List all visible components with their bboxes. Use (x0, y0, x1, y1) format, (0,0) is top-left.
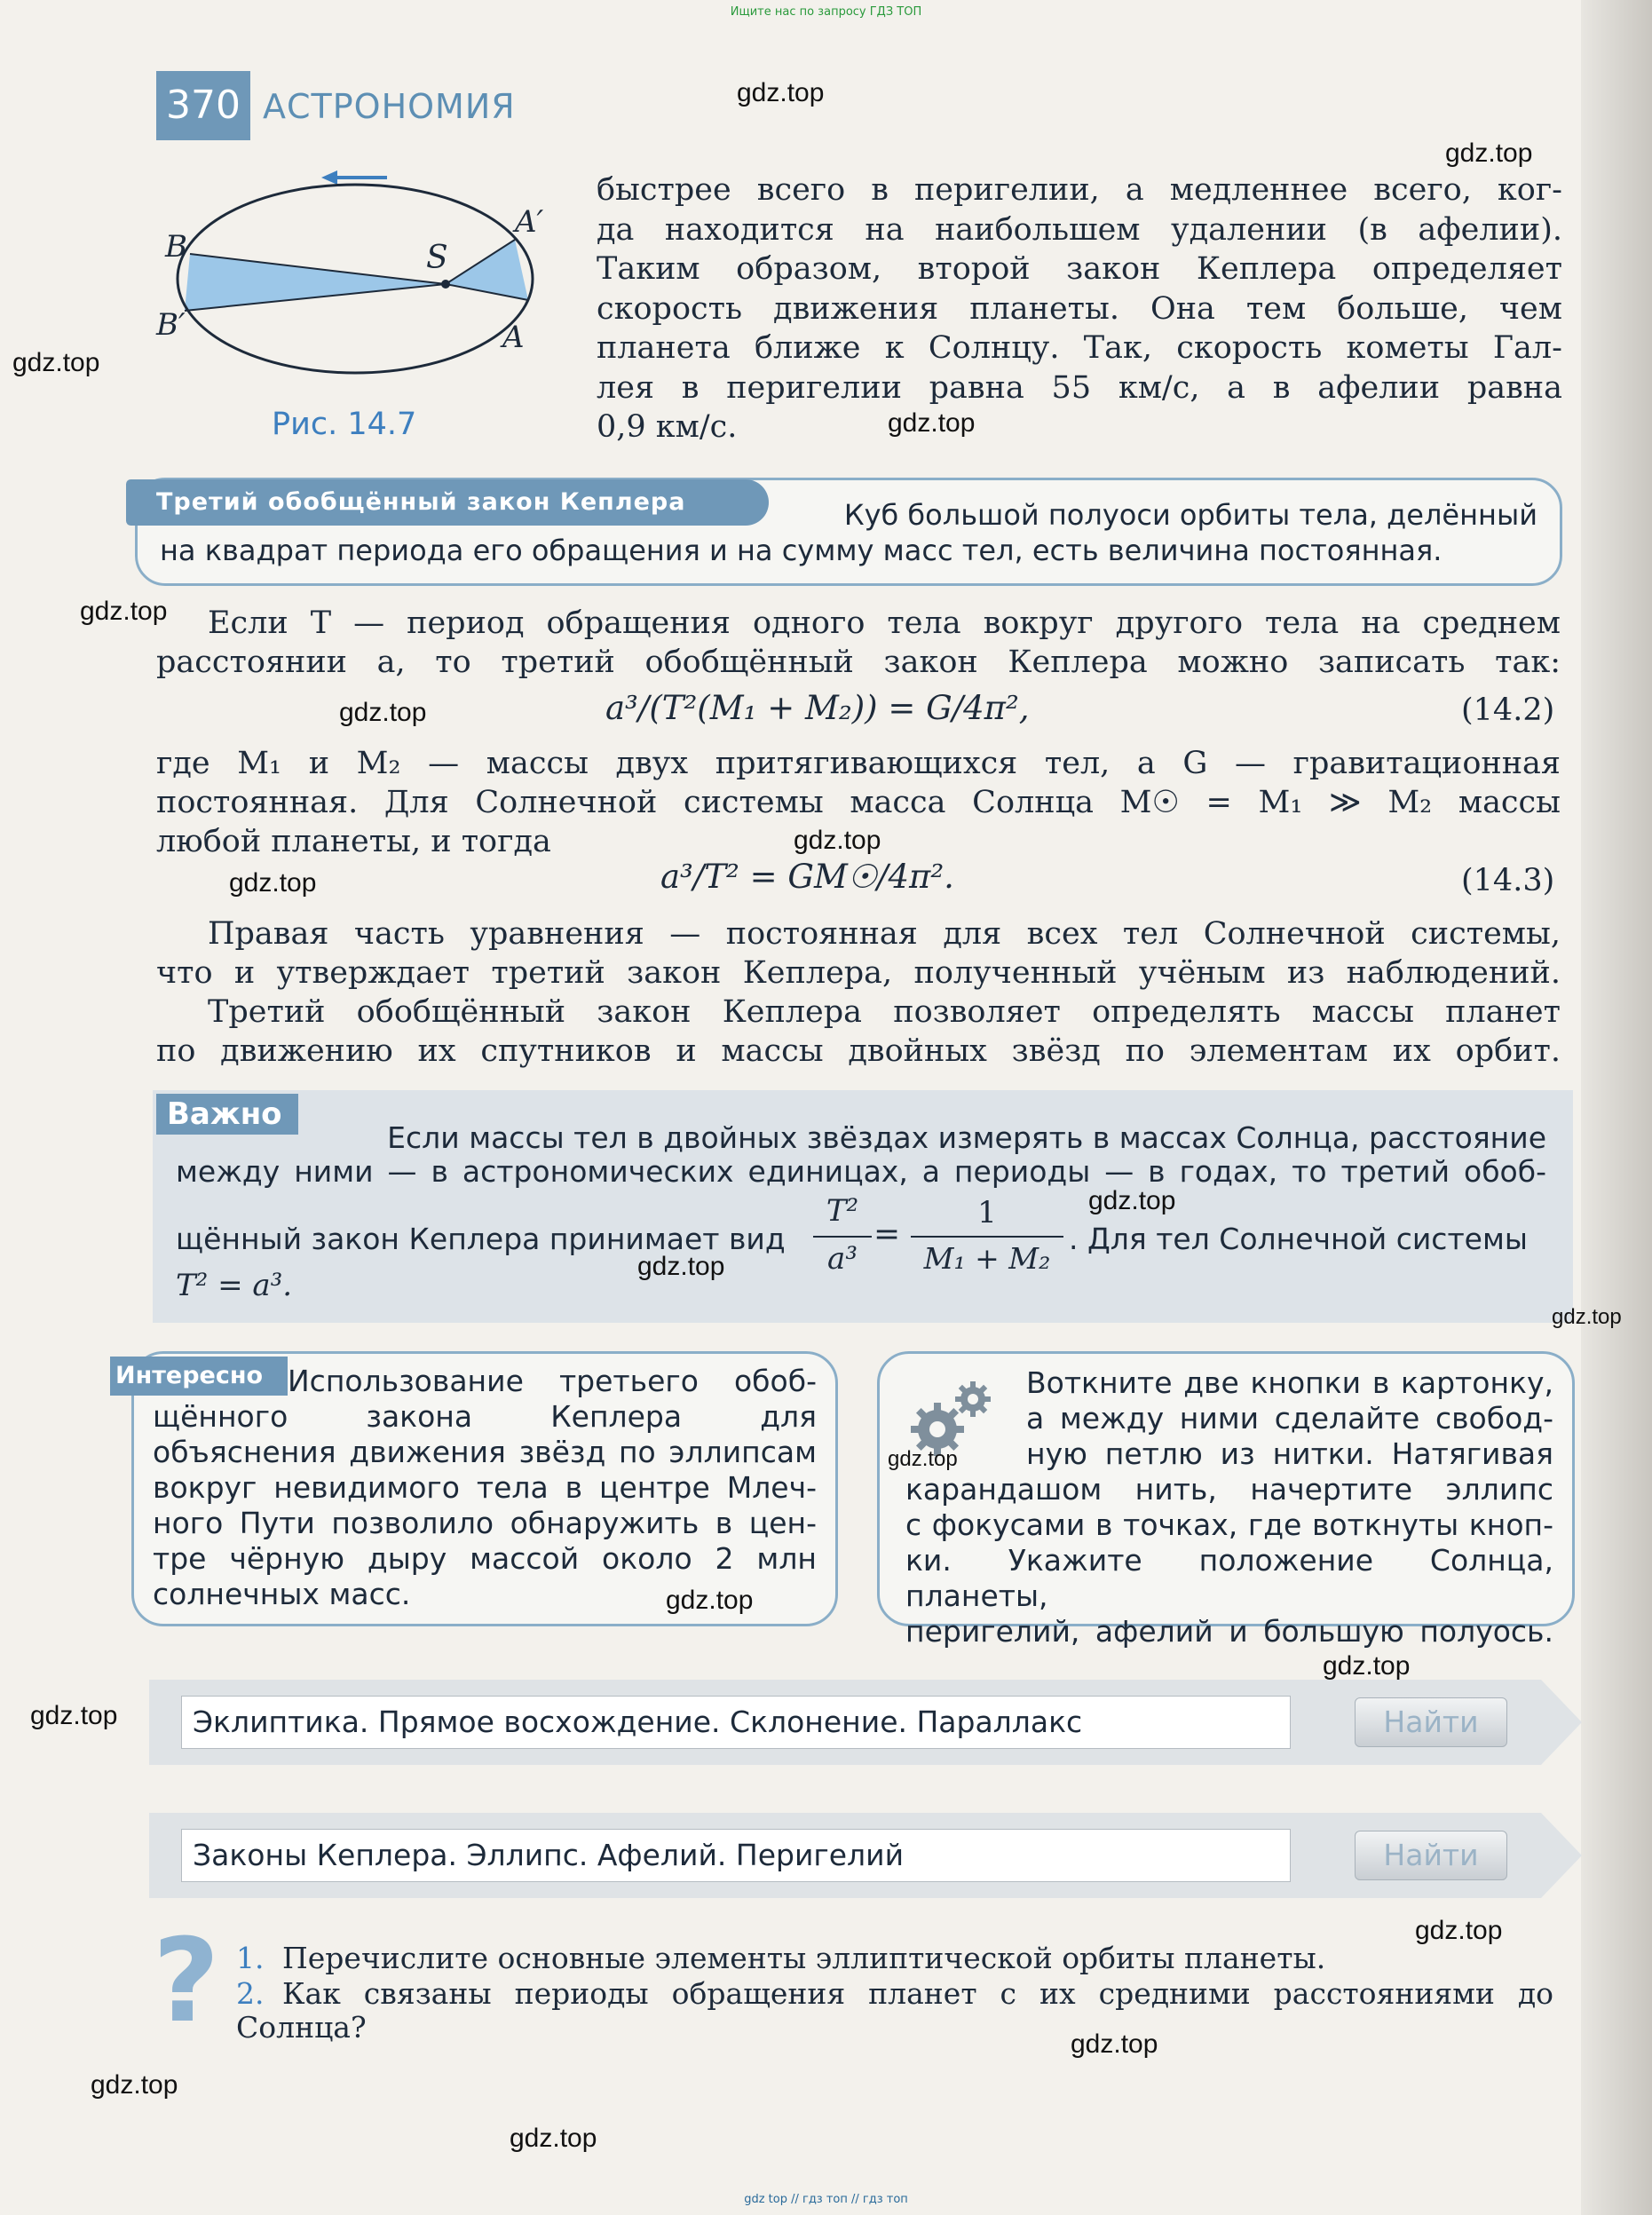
body-p3-line1: Правая часть уравнения — постоянная для всех тел Солнечной системы, (208, 916, 1561, 952)
text-line: объяснения движения звёзд по эллипсам (153, 1435, 817, 1469)
text-line: Использование третьего обоб- (288, 1364, 817, 1398)
text-line: солнечных масс. (153, 1577, 411, 1611)
watermark: gdz.top (339, 698, 427, 727)
page-number: 370 (156, 71, 250, 140)
important-tag: Важно (156, 1094, 298, 1135)
body-p1-line1: Если T — период обращения одного тела вокруг другого тела на среднем (208, 605, 1561, 641)
question-1-number: 1. (236, 1941, 265, 1975)
body-p2-line3: любой планеты, и тогда (156, 824, 551, 859)
body-p2-line2: постоянная. Для Солнечной системы масса Солнца M☉ = M₁ ≫ M₂ массы (156, 785, 1561, 820)
frac2-bar (911, 1236, 1063, 1238)
watermark: gdz.top (229, 868, 317, 898)
question-1-text: Перечислите основные элементы эллиптической орбиты планеты. (282, 1941, 1326, 1975)
text-line: щённого закона Кеплера для (153, 1399, 817, 1434)
frac1-bar (813, 1236, 872, 1238)
watermark: gdz.top (1323, 1651, 1411, 1681)
body-p3-line2: что и утверждает третий закон Кеплера, полученный учёным из наблюдений. (156, 955, 1561, 991)
watermark: gdz.top (637, 1252, 725, 1281)
text-line: а между ними сделайте свобод- (1026, 1401, 1553, 1436)
text-line: да находится на наибольшем удалении (в афелии). (597, 211, 1562, 248)
watermark: gdz.top (794, 826, 881, 855)
watermark: gdz.top (1445, 138, 1533, 168)
watermark: gdz.top (80, 597, 168, 626)
important-line4: T² = a³. (176, 1268, 293, 1303)
direction-arrow-head (321, 170, 337, 185)
watermark: gdz.top (888, 408, 976, 438)
text-line: ную петлю из нитки. Натягивая (1026, 1436, 1553, 1471)
body-p2-line1: где M₁ и M₂ — массы двух притягивающихся тел, а G — гравитационная (156, 746, 1561, 781)
text-line: перигелий, афелий и большую полуось. (905, 1614, 1553, 1649)
law-text-line2: на квадрат периода его обращения и на сумму масс тел, есть величина постоянная. (160, 534, 1443, 567)
swept-area-left (185, 254, 446, 311)
search-bar-2-arrow (1541, 1813, 1582, 1898)
equation-number-14-3: (14.3) (1461, 863, 1555, 898)
search-bar-1-arrow (1541, 1680, 1582, 1765)
text-line: карандашом нить, начертите эллипс (905, 1472, 1553, 1507)
text-line: тре чёрную дыру массой около 2 млн (153, 1541, 817, 1576)
top-note: Ищите нас по запросу ГДЗ ТОП (730, 5, 922, 19)
question-mark-icon: ? (153, 1913, 220, 2048)
swept-area-right (446, 240, 528, 300)
watermark: gdz.top (91, 2070, 178, 2100)
question-2-continuation: Солнца? (236, 2010, 367, 2045)
law-tag: Третий обобщённый закон Кеплера (126, 479, 769, 526)
figure-caption: Рис. 14.7 (272, 407, 417, 442)
page-edge-shadow (1581, 0, 1652, 2215)
text-line: быстрее всего в перигелии, а медленнее всего, ког- (597, 172, 1562, 208)
watermark: gdz.top (1071, 2029, 1158, 2059)
body-p4-line1: Третий обобщённый закон Кеплера позволяет определять массы планет (208, 994, 1561, 1030)
search-button-1[interactable]: Найти (1355, 1697, 1507, 1747)
watermark: gdz.top (12, 348, 100, 377)
search-input-2[interactable]: Законы Кеплера. Эллипс. Афелий. Перигелий (181, 1829, 1291, 1882)
important-line3-end: . Для тел Солнечной системы (1069, 1222, 1528, 1256)
sun-focus (441, 280, 450, 289)
body-p1-line2: расстоянии a, то третий обобщённый закон Кеплера можно записать так: (156, 645, 1561, 680)
search-input-1[interactable]: Эклиптика. Прямое восхождение. Склонение. Параллакс (181, 1696, 1291, 1749)
equation-14-2: a³/(T²(M₁ + M₂)) = G/4π², (605, 689, 1030, 727)
question-2-text: Как связаны периоды обращения планет с их средними расстояниями до (282, 1976, 1553, 2011)
label-A-prime: A′ (515, 204, 544, 240)
bottom-note: gdz top // гдз топ // гдз топ (744, 2193, 908, 2206)
watermark: gdz.top (737, 78, 825, 107)
frac2-numerator: 1 (977, 1195, 997, 1230)
intro-paragraph (597, 170, 1562, 447)
watermark: gdz.top (666, 1586, 754, 1615)
text-line: скорость движения планеты. Она тем больше, чем (597, 290, 1562, 327)
watermark: gdz.top (1552, 1305, 1622, 1329)
question-2-number: 2. (236, 1976, 265, 2011)
interesting-text (153, 1364, 817, 1612)
label-B: B (165, 229, 187, 265)
text-line: с фокусами в точках, где воткнуты кноп- (905, 1507, 1553, 1542)
task-text (905, 1365, 1553, 1649)
important-line2: между ними — в астрономических единицах, а периоды — в годах, то третий обоб- (176, 1154, 1546, 1189)
equation-14-3: a³/T² = GM☉/4π². (660, 858, 954, 896)
law-text-line1: Куб большой полуоси орбиты тела, делённый (843, 498, 1537, 532)
text-line: ки. Укажите положение Солнца, планеты, (905, 1543, 1553, 1613)
text-line: планета ближе к Солнцу. Так, скорость кометы Гал- (597, 330, 1562, 366)
section-title: АСТРОНОМИЯ (263, 87, 516, 126)
search-button-2[interactable]: Найти (1355, 1831, 1507, 1880)
important-line1: Если массы тел в двойных звёздах измерять в массах Солнца, расстояние (387, 1120, 1546, 1155)
watermark: gdz.top (1415, 1916, 1503, 1945)
orbit-figure (169, 167, 559, 389)
interesting-tag: Интересно (110, 1357, 288, 1396)
text-line: 0,9 км/с. (597, 409, 738, 445)
watermark: gdz.top (30, 1701, 118, 1730)
text-line: ного Пути позволило обнаружить в цен- (153, 1506, 817, 1540)
text-line: Воткните две кнопки в картонку, (1026, 1365, 1553, 1400)
label-A: A (502, 320, 525, 355)
watermark: gdz.top (888, 1447, 958, 1471)
label-B-prime: B′ (156, 307, 186, 343)
watermark: gdz.top (510, 2124, 597, 2153)
equals-sign: = (873, 1216, 901, 1253)
frac1-numerator: T² (826, 1193, 859, 1229)
label-S: S (426, 240, 448, 276)
text-line: вокруг невидимого тела в центре Млеч- (153, 1470, 817, 1505)
frac1-denominator: a³ (827, 1241, 858, 1277)
frac2-denominator: M₁ + M₂ (923, 1241, 1051, 1276)
text-line: лея в перигелии равна 55 км/с, а в афелии равна (597, 369, 1562, 406)
equation-number-14-2: (14.2) (1461, 692, 1555, 728)
body-p4-line2: по движению их спутников и массы двойных звёзд по элементам их орбит. (156, 1033, 1561, 1069)
text-line: Таким образом, второй закон Кеплера определяет (597, 251, 1562, 287)
important-line3-start: щённый закон Кеплера принимает вид (176, 1222, 786, 1256)
watermark: gdz.top (1088, 1186, 1176, 1215)
